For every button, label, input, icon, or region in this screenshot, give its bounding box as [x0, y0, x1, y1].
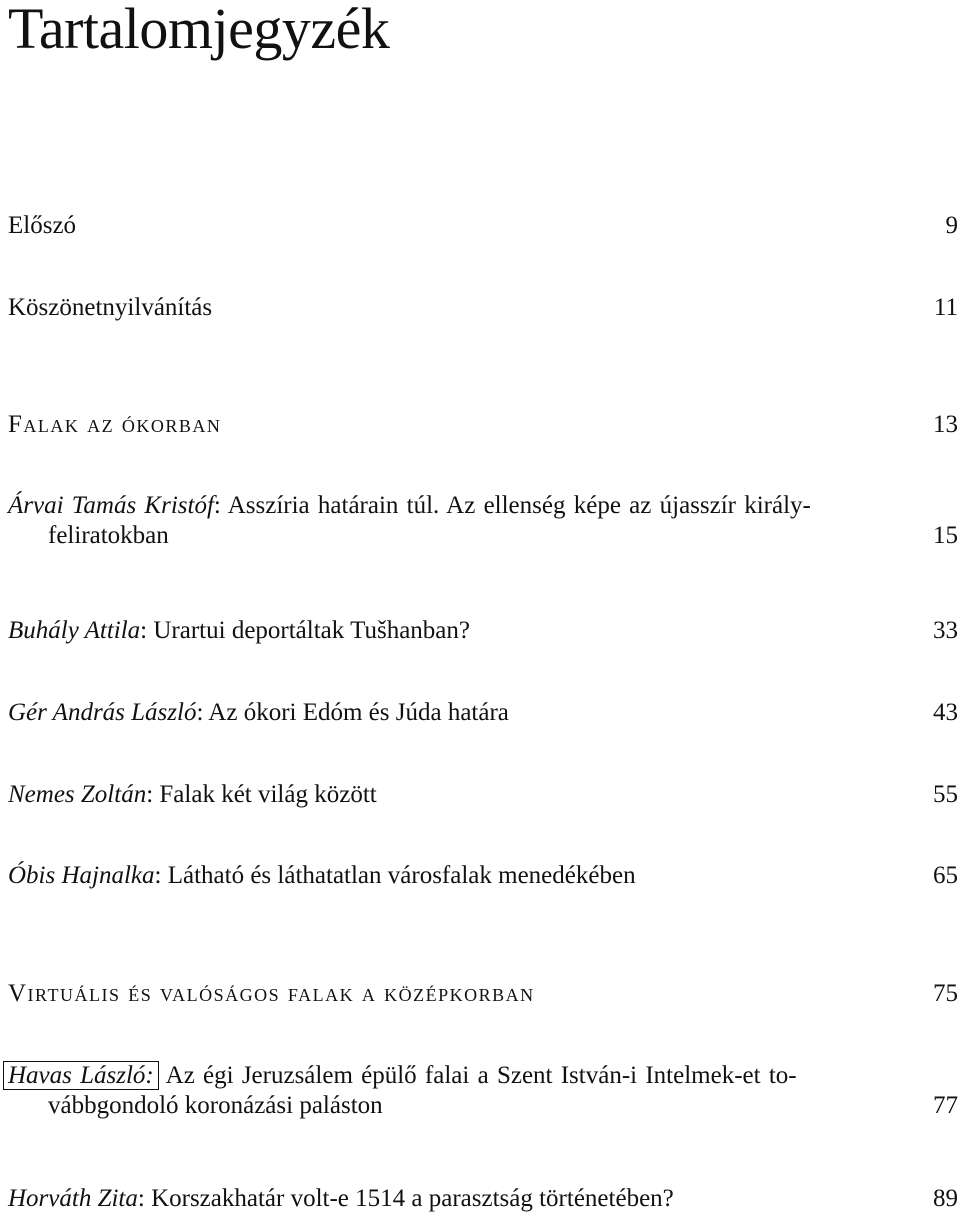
toc-page-number: 89: [933, 1185, 958, 1212]
toc-entry-arvai[interactable]: [8, 491, 960, 551]
toc-page-number: 75: [933, 980, 958, 1007]
toc-entry-title-continuation: feliratokban: [48, 522, 169, 549]
toc-entry-havas[interactable]: [8, 1061, 960, 1121]
toc-entry-title: Asszíria határain túl. Az ellenség képe az újasszír király-: [227, 492, 811, 519]
toc-entry-author: Árvai Tamás Kristóf: [8, 492, 214, 519]
toc-entry-first-line: [8, 1061, 960, 1091]
toc-section-title: Falak az ókorban: [8, 411, 222, 438]
toc-entry-ger[interactable]: Gér András László: Az ókori Edóm és Júda határa 43: [8, 699, 958, 726]
toc-section-falak-az-okorban[interactable]: [8, 410, 960, 440]
toc-entry-title: Látható és láthatatlan városfalak menedékében: [167, 862, 636, 889]
toc-entry-author: Buhály Attila: [8, 617, 141, 644]
toc-entry-title: Urartui deportáltak Tušhanban?: [153, 617, 470, 644]
toc-page-number: 77: [933, 1092, 958, 1119]
toc-page-number: 33: [933, 617, 958, 644]
toc-entry-title: Falak két világ között: [159, 781, 377, 808]
toc-entry-title: Előszó: [8, 212, 77, 239]
page-title: Tartalomjegyzék: [8, 0, 390, 61]
toc-entry-koszonetnyilvanitas[interactable]: [8, 293, 960, 323]
toc-entry-buhaly[interactable]: Buhály Attila: Urartui deportáltak Tušhanban? 33: [8, 617, 958, 644]
toc-entry-author: Havas László:: [3, 1061, 159, 1090]
toc-entry-author: Gér András László: [8, 699, 197, 726]
toc-entry-title: Köszönetnyilvánítás: [8, 294, 213, 321]
toc-entry-title: Az égi Jeruzsálem épülő falai a Szent István-i Intelmek-et to-: [165, 1062, 797, 1089]
toc-entry-nemes[interactable]: Nemes Zoltán: Falak két világ között 55: [8, 781, 958, 808]
toc-section-title: Virtuális és valóságos falak a középkorban: [8, 980, 535, 1007]
toc-page-number: 15: [933, 522, 958, 549]
toc-entry-title-continuation: vábbgondoló koronázási paláston: [48, 1092, 383, 1119]
toc-entry-author: Horváth Zita: [8, 1185, 138, 1212]
toc-entry-author: Nemes Zoltán: [8, 781, 147, 808]
toc-page-number: 55: [933, 781, 958, 808]
toc-entry-first-line: Árvai Tamás Kristóf: Asszíria határain túl. Az ellenség képe az újasszír király-: [8, 492, 811, 519]
toc-entry-author: Óbis Hajnalka: [8, 862, 155, 889]
toc-entry-eloszo[interactable]: [8, 211, 960, 241]
toc-entry-obis[interactable]: Óbis Hajnalka: Látható és láthatatlan városfalak menedékében 65: [8, 862, 958, 889]
toc-entry-title: Korszakhatár volt-e 1514 a parasztság történetében?: [151, 1185, 674, 1212]
toc-page-number: 65: [933, 862, 958, 889]
toc-entry-title: Az ókori Edóm és Júda határa: [208, 699, 509, 726]
toc-page-number: 13: [933, 411, 958, 438]
toc-entry-horvath[interactable]: Horváth Zita: Korszakhatár volt-e 1514 a parasztság történetében? 89: [8, 1185, 958, 1212]
toc-page-number: 43: [933, 699, 958, 726]
toc-section-virtualis-falak[interactable]: [8, 979, 960, 1009]
toc-page-number: 11: [933, 294, 958, 321]
toc-page-number: 9: [945, 212, 958, 239]
